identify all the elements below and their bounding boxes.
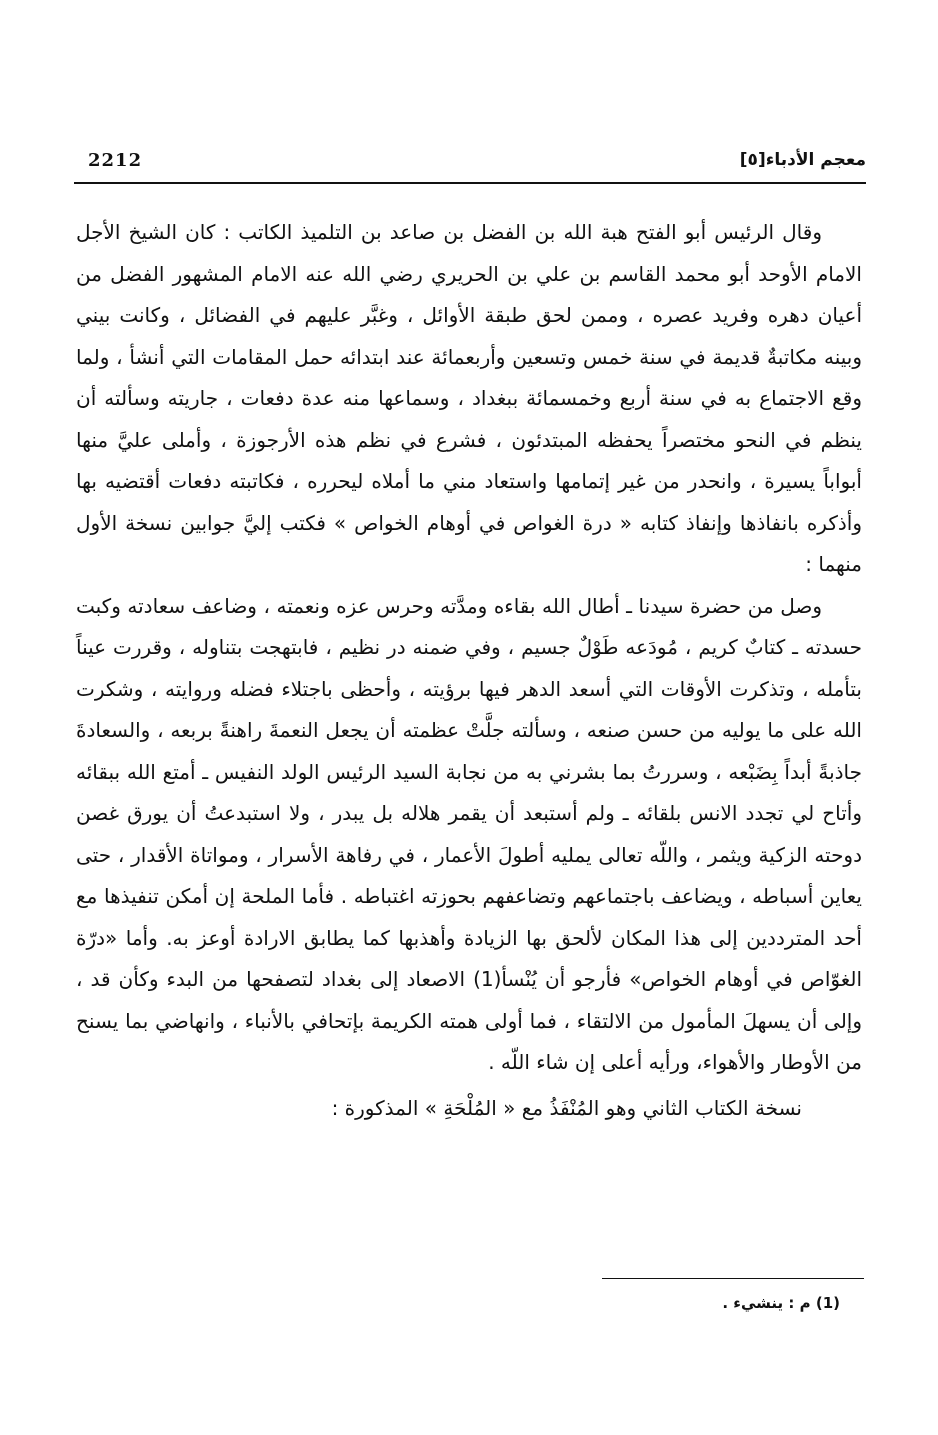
main-text	[76, 212, 862, 1129]
paragraph-intro: وقال الرئيس أبو الفتح هبة الله بن الفضل بن صاعد بن التلميذ الكاتب : كان الشيخ الأجل الامام الأوحد أبو محمد القاسم بن علي بن الحريري رضي الله عنه الامام المشهور الفضل من أعيان دهره وفريد عصره ، وممن لحق طبقة الأوائل ، وغبَّر عليهم في الفضائل ، وكانت بيني وبينه مكاتبةٌ قديمة في سنة خمس وتسعين وأربعمائة عند ابتدائه حمل المقامات التي أنشأ ، ولما وقع الاجتماع به في سنة أربع وخمسمائة ببغداد ، وسماعها منه عدة دفعات ، جاريته وسألته أن ينظم في النحو مختصراً يحفظه المبتدئون ، فشرع في نظم هذه الأرجوزة ، وأملى عليَّ منها أبواباً يسيرة ، وانحدر من غير إتمامها واستعاد مني ما أملاه ليحرره ، فكاتبته دفعات أقتضيه بها وأذكره بانفاذها وإنفاذ كتابه « درة الغواص في أوهام الخواص » فكتب إليَّ جوابين نسخة الأول منهما :	[76, 220, 862, 576]
header-divider	[74, 182, 866, 184]
footnote-divider	[602, 1278, 864, 1279]
running-head	[74, 150, 866, 184]
footnote: (1) م : ينشيء .	[722, 1294, 840, 1312]
page-number: 2212	[88, 150, 143, 171]
book-title: معجم الأدباء[٥]	[739, 150, 866, 170]
paragraph-first-letter: وصل من حضرة سيدنا ـ أطال الله بقاءه ومدَّته وحرس عزه ونعمته ، وضاعف سعادته وكبت حسدته ـ كتابٌ كريم ، مُودَعه طَوْلٌ جسيم ، وفي ضمنه در نظيم ، فابتهجت بتناوله ، وقررت عيناً بتأمله ، وتذكرت الأوقات التي أسعد الدهر فيها برؤيته ، وأحظى باجتلاء فضله وروايته ، وشكرت الله على ما يوليه من حسن صنعه ، وسألته جلَّتْ عظمته أن يجعل النعمةَ راهنةً بربعه ، والسعادةَ جاذبةً أبداً بِضَبْعه ، وسررتُ بما بشرني به من نجابة السيد الرئيس الولد النفيس ـ أمتع الله ببقائه وأتاح لي تجدد الانس بلقائه ـ ولم أستبعد أن يقمر هلاله بل يبدر ، ولا استبدعتُ أن يورق غصن دوحته الزكية ويثمر ، واللّه تعالى يمليه أطولَ الأعمار ، في رفاهة الأسرار ، ومواتاة الأقدار ، حتى يعاين أسباطه ، ويضاعف باجتماعهم وتضاعفهم بحوزته اغتباطه . فأما الملحة إن أمكن تنفيذها مع أحد المترددين إلى هذا المكان لألحق بها الزيادة وأهذبها كما يطابق الارادة أوعز به. وأما «درّة الغوّاص في أوهام الخواص» فأرجو أن يُنْسأ(1) الاصعاد إلى بغداد لتصفحها من البدء وكأن قد ، وإلى أن يسهلَ المأمول من الالتقاء ، فما أولى همته الكريمة بإتحافي بالأنباء ، وانهاضي بما يسنح من الأوطار والأهواء، ورأيه أعلى إن شاء اللّه .	[76, 593, 863, 1074]
paragraph-second-letter-heading: نسخة الكتاب الثاني وهو المُنْفَذُ مع « المُلْحَةِ » المذكورة :	[331, 1095, 802, 1120]
